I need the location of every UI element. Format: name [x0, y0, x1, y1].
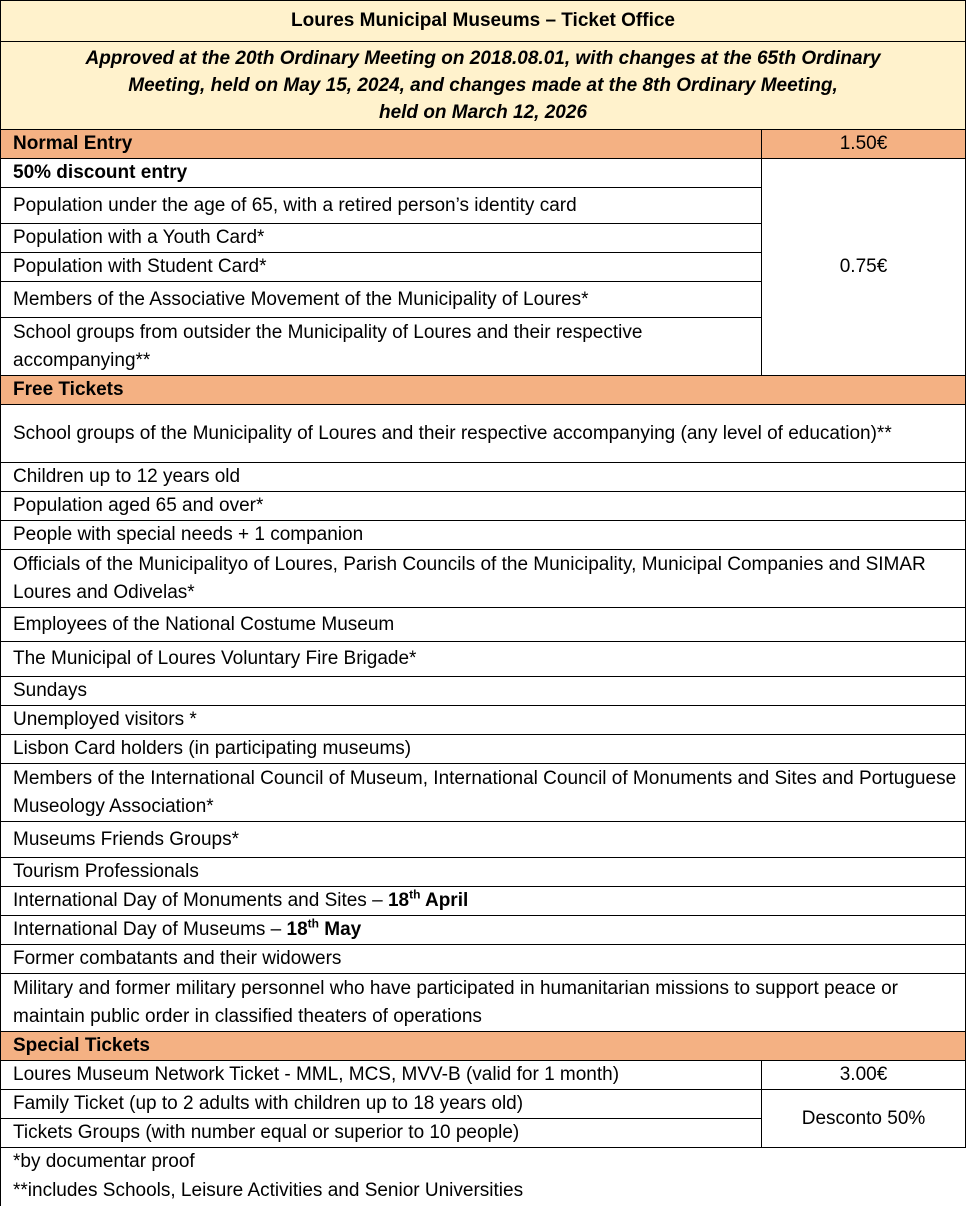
- table-row: [1, 735, 966, 764]
- discount-label: 50% discount entry: [1, 159, 762, 188]
- group-ticket-label: Tickets Groups (with number equal or superior to 10 people): [1, 1119, 762, 1148]
- free-item: Military and former military personnel who have participated in humanitarian missions to support peace or maintain public order in classified theaters of operations: [1, 974, 966, 1032]
- table-row: [1, 405, 966, 463]
- free-item-museums-day: International Day of Museums – 18th May: [1, 916, 966, 945]
- special-tickets-label: Special Tickets: [1, 1032, 966, 1061]
- table-row: [1, 677, 966, 706]
- table-row: [1, 521, 966, 550]
- free-item: Tourism Professionals: [1, 858, 966, 887]
- discount-price: 0.75€: [762, 159, 966, 376]
- table-row: [1, 1090, 966, 1119]
- free-item: Former combatants and their widowers: [1, 945, 966, 974]
- table-row: [1, 887, 966, 916]
- footnote: *by documentar proof: [1, 1148, 966, 1177]
- family-ticket-label: Family Ticket (up to 2 adults with children up to 18 years old): [1, 1090, 762, 1119]
- table-row: [1, 463, 966, 492]
- free-item: People with special needs + 1 companion: [1, 521, 966, 550]
- free-item: Sundays: [1, 677, 966, 706]
- free-item: Museums Friends Groups*: [1, 822, 966, 858]
- discount-item: Population with Student Card*: [1, 253, 762, 282]
- normal-entry-label: Normal Entry: [1, 130, 762, 159]
- network-ticket-price: 3.00€: [762, 1061, 966, 1090]
- table-title: Loures Municipal Museums – Ticket Office: [1, 1, 966, 42]
- free-item: Unemployed visitors *: [1, 706, 966, 735]
- group-discount-value: Desconto 50%: [762, 1090, 966, 1148]
- title-row: [1, 1, 966, 42]
- free-header-row: [1, 376, 966, 405]
- table-row: [1, 764, 966, 822]
- footnote-row: [1, 1177, 966, 1206]
- approval-row: [1, 42, 966, 130]
- table-row: [1, 858, 966, 887]
- discount-item: Population with a Youth Card*: [1, 224, 762, 253]
- table-row: [1, 1061, 966, 1090]
- normal-entry-row: [1, 130, 966, 159]
- table-row: [1, 492, 966, 521]
- discount-item: Members of the Associative Movement of the Municipality of Loures*: [1, 282, 762, 318]
- free-tickets-label: Free Tickets: [1, 376, 966, 405]
- footnote-row: [1, 1148, 966, 1177]
- free-item: Employees of the National Costume Museum: [1, 608, 966, 642]
- table-row: [1, 916, 966, 945]
- normal-entry-price: 1.50€: [762, 130, 966, 159]
- free-item: Children up to 12 years old: [1, 463, 966, 492]
- discount-item: School groups from outsider the Municipality of Loures and their respective accompanying**: [1, 318, 762, 376]
- table-row: [1, 822, 966, 858]
- free-item: Members of the International Council of Museum, International Council of Monuments and Sites and Portuguese Museology Association*: [1, 764, 966, 822]
- network-ticket-label: Loures Museum Network Ticket - MML, MCS, MVV-B (valid for 1 month): [1, 1061, 762, 1090]
- free-item-monuments-day: International Day of Monuments and Sites – 18th April: [1, 887, 966, 916]
- discount-item: Population under the age of 65, with a retired person’s identity card: [1, 188, 762, 224]
- footnote: **includes Schools, Leisure Activities and Senior Universities: [1, 1177, 966, 1206]
- discount-header-row: [1, 159, 966, 188]
- free-item: Lisbon Card holders (in participating museums): [1, 735, 966, 764]
- free-item: The Municipal of Loures Voluntary Fire Brigade*: [1, 642, 966, 677]
- table-row: [1, 550, 966, 608]
- special-header-row: [1, 1032, 966, 1061]
- free-item: Population aged 65 and over*: [1, 492, 966, 521]
- free-item: Officials of the Municipalityo of Loures, Parish Councils of the Municipality, Municipal Companies and SIMAR Loures and Odivelas*: [1, 550, 966, 608]
- free-item: School groups of the Municipality of Loures and their respective accompanying (any level of education)**: [1, 405, 966, 463]
- approval-note: Approved at the 20th Ordinary Meeting on 2018.08.01, with changes at the 65th Ordinary Meeting, held on May 15, 2024, and changes made at the 8th Ordinary Meeting, held on March 12, 2026: [1, 42, 966, 130]
- table-row: [1, 642, 966, 677]
- table-row: [1, 945, 966, 974]
- table-row: [1, 974, 966, 1032]
- table-row: [1, 706, 966, 735]
- table-row: [1, 608, 966, 642]
